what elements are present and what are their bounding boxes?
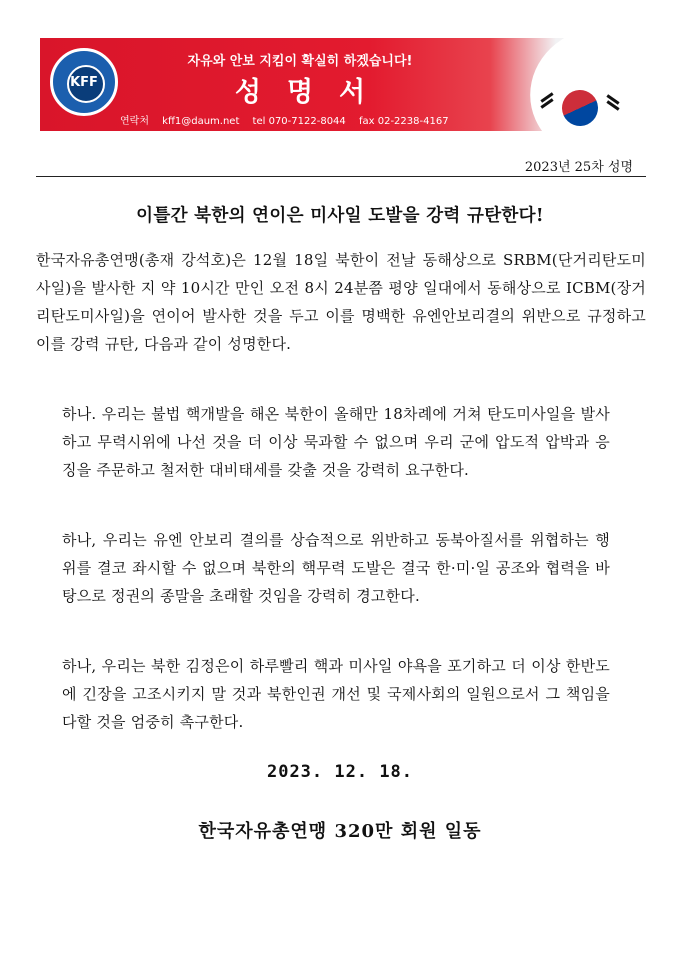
contact-email: kff1@daum.net bbox=[162, 116, 240, 127]
kff-logo-text: KFF bbox=[70, 75, 98, 90]
header-divider bbox=[36, 176, 646, 177]
resolution-item-3: 하나, 우리는 북한 김정은이 하루빨리 핵과 미사일 야욕을 포기하고 더 이상 한반도에 긴장을 고조시키지 말 것과 북한인권 개선 및 국제사회의 일원으로서 그 책임을 다할 것을 엄중히 촉구한다. bbox=[62, 657, 610, 731]
issue-number: 2023년 25차 성명 bbox=[524, 160, 633, 175]
document-type-title: 성명서 bbox=[234, 77, 392, 108]
contact-tel: tel 070-7122-8044 bbox=[252, 116, 346, 127]
statement-signature: 한국자유총연맹 320만 회원 일동 bbox=[198, 821, 482, 842]
header-slogan: 자유와 안보 지킴이 확실히 하겠습니다! bbox=[187, 54, 413, 69]
contact-fax: fax 02-2238-4167 bbox=[358, 116, 449, 127]
header-banner bbox=[40, 38, 640, 131]
resolution-item-2: 하나, 우리는 유엔 안보리 결의를 상습적으로 위반하고 동북아질서를 위협하는 행위를 결코 좌시할 수 없으며 북한의 핵무력 도발은 결국 한·미·일 공조와 협력을 바탕으로 정권의 종말을 초래할 것임을 강력히 경고한다. bbox=[62, 531, 610, 605]
lead-paragraph: 한국자유총연맹(총재 강석호)은 12월 18일 북한이 전날 동해상으로 SRBM(단거리탄도미사일)을 발사한 지 약 10시간 만인 오전 8시 24분쯤 평양 일대에서 동해상으로 ICBM(장거리탄도미사일)을 연이어 발사한 것을 두고 이를 명백한 유엔안보리결의 위반으로 규정하고 이를 강력 규탄, 다음과 같이 성명한다. bbox=[36, 251, 646, 353]
statement-date: 2023. 12. 18. bbox=[266, 762, 414, 782]
resolution-item-1: 하나. 우리는 불법 핵개발을 해온 북한이 올해만 18차례에 거쳐 탄도미사일을 발사하고 무력시위에 나선 것을 더 이상 묵과할 수 없으며 우리 군에 압도적 압박과 응징을 주문하고 철저한 대비태세를 갖출 것을 강력히 요구한다. bbox=[62, 405, 610, 479]
contact-line bbox=[120, 112, 459, 127]
statement-heading: 이틀간 북한의 연이은 미사일 도발을 강력 규탄한다! bbox=[136, 206, 544, 226]
contact-label: 연락처 bbox=[120, 116, 149, 127]
